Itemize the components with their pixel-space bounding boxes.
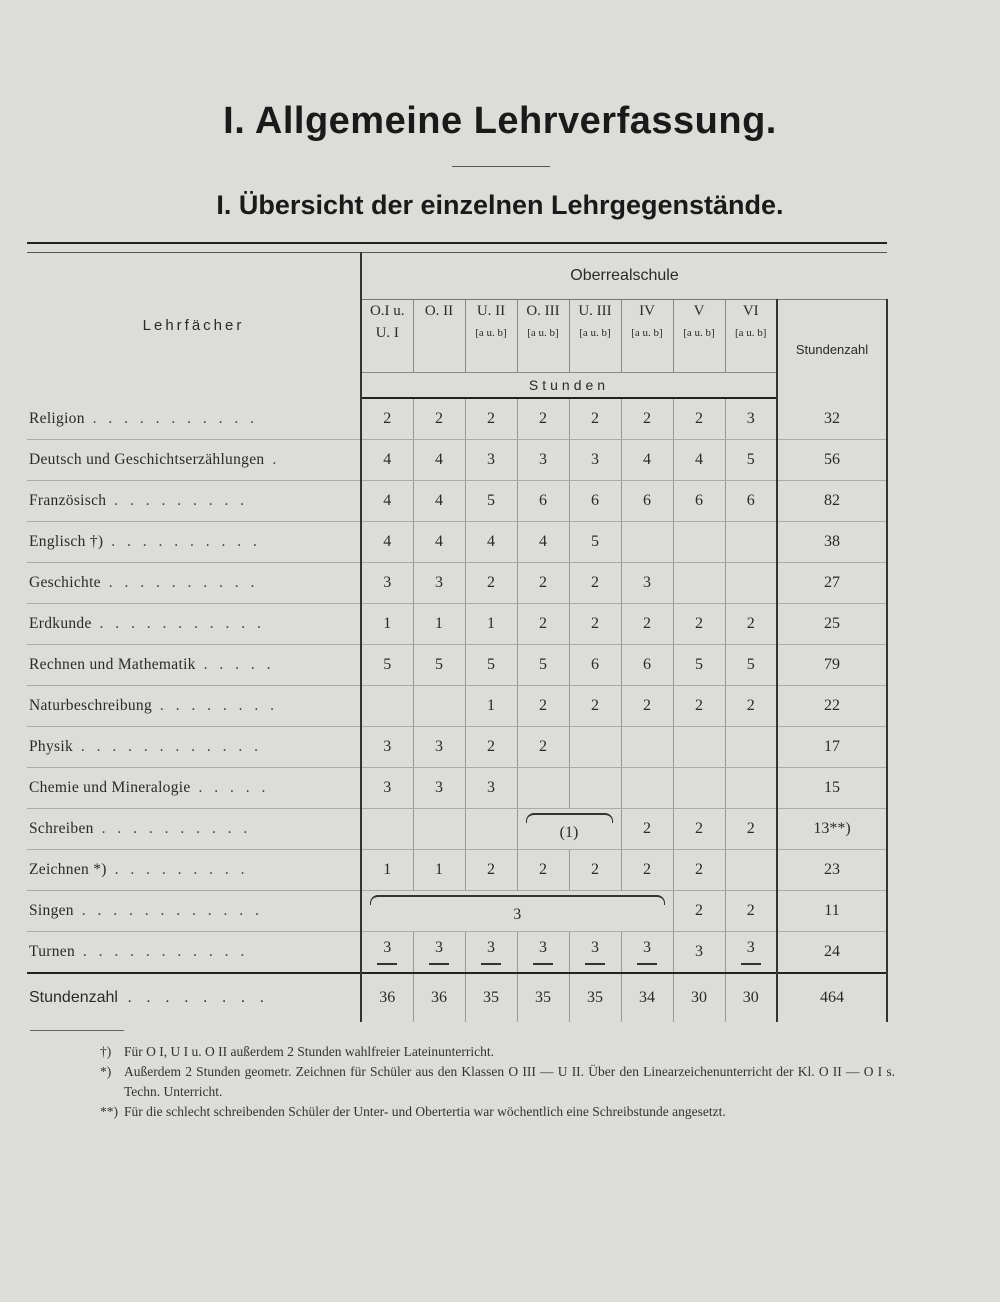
class-header: O.I u. U. I (361, 300, 413, 373)
brace-bracket (370, 895, 665, 905)
total-cell: 23 (777, 850, 887, 891)
class-header: V [a u. b] (673, 300, 725, 373)
subject-column-header: Lehrfächer (27, 253, 361, 399)
total-hours-header: Stundenzahl (777, 300, 887, 399)
hours-cell: 2 (465, 727, 517, 768)
merged-hours-cell: 3 (361, 891, 673, 932)
hours-cell (725, 850, 777, 891)
sum-cell: 36 (361, 973, 413, 1022)
hours-cell: 2 (413, 398, 465, 440)
subject-cell: Physik . . . . . . . . . . . . (27, 727, 361, 768)
hours-unit-header: Stunden (361, 373, 777, 399)
total-cell: 11 (777, 891, 887, 932)
hours-cell: 4 (413, 522, 465, 563)
table-row (27, 768, 887, 809)
hours-cell: 2 (621, 604, 673, 645)
hours-cell: 5 (465, 645, 517, 686)
class-header: U. III [a u. b] (569, 300, 621, 373)
total-cell: 13**) (777, 809, 887, 850)
hours-cell (673, 522, 725, 563)
total-cell: 17 (777, 727, 887, 768)
hours-cell: 4 (517, 522, 569, 563)
hours-cell: 4 (361, 440, 413, 481)
hours-cell (621, 727, 673, 768)
sum-cell: 30 (725, 973, 777, 1022)
table-row (27, 604, 887, 645)
sum-cell: 30 (673, 973, 725, 1022)
table-row (27, 686, 887, 727)
hours-cell: 3 (673, 932, 725, 974)
hours-cell: 3 (569, 932, 621, 974)
hours-cell: 2 (569, 850, 621, 891)
class-header: IV [a u. b] (621, 300, 673, 373)
hours-cell: 2 (673, 604, 725, 645)
hours-cell (361, 686, 413, 727)
hours-cell: 2 (517, 727, 569, 768)
table-row (27, 891, 887, 932)
sum-cell: 35 (517, 973, 569, 1022)
footnote: **) Für die schlecht schreibenden Schüler der Unter- und Obertertia war wöchentlich eine Schreibstunde angesetzt. (100, 1104, 726, 1119)
subject-cell: Französisch . . . . . . . . . (27, 481, 361, 522)
hours-cell (725, 522, 777, 563)
footnotes (100, 1042, 895, 1122)
page-subtitle: I. Übersicht der einzelnen Lehrgegenstände. (216, 190, 784, 220)
subject-cell: Deutsch und Geschichtserzählungen . (27, 440, 361, 481)
hours-cell: 1 (465, 604, 517, 645)
subject-cell: Chemie und Mineralogie . . . . . (27, 768, 361, 809)
hours-cell: 2 (673, 398, 725, 440)
hours-cell: 6 (621, 645, 673, 686)
hours-cell: 3 (465, 932, 517, 974)
hours-cell: 3 (361, 563, 413, 604)
class-header: U. II [a u. b] (465, 300, 517, 373)
hours-cell (621, 522, 673, 563)
subject-cell: Turnen . . . . . . . . . . . (27, 932, 361, 974)
hours-cell: 2 (725, 891, 777, 932)
table-row (27, 850, 887, 891)
hours-cell: 3 (725, 932, 777, 974)
hours-cell (673, 768, 725, 809)
hours-cell: 2 (517, 850, 569, 891)
hours-cell: 3 (361, 727, 413, 768)
hours-cell: 2 (569, 563, 621, 604)
hours-cell: 6 (725, 481, 777, 522)
hours-cell: 5 (569, 522, 621, 563)
hours-cell: 3 (517, 932, 569, 974)
hours-cell: 5 (673, 645, 725, 686)
hours-cell (413, 686, 465, 727)
subject-cell: Schreiben . . . . . . . . . . (27, 809, 361, 850)
merged-hours-cell: (1) (517, 809, 621, 850)
table-row (27, 645, 887, 686)
hours-cell: 3 (517, 440, 569, 481)
hours-cell: 2 (673, 686, 725, 727)
hours-cell: 5 (725, 645, 777, 686)
hours-cell: 2 (673, 809, 725, 850)
school-type-header: Oberrealschule (361, 253, 887, 300)
hours-cell: 3 (361, 768, 413, 809)
hours-cell: 2 (673, 891, 725, 932)
hours-cell: 2 (569, 686, 621, 727)
hours-cell: 3 (621, 932, 673, 974)
table-row (27, 481, 887, 522)
hours-cell (569, 768, 621, 809)
hours-cell (569, 727, 621, 768)
hours-cell: 3 (413, 727, 465, 768)
hours-cell (725, 727, 777, 768)
hours-cell: 4 (465, 522, 517, 563)
hours-cell: 2 (569, 398, 621, 440)
hours-cell: 2 (725, 686, 777, 727)
hours-cell (413, 809, 465, 850)
hours-cell: 1 (361, 604, 413, 645)
hours-cell: 2 (361, 398, 413, 440)
class-header: O. II (413, 300, 465, 373)
hours-cell: 1 (361, 850, 413, 891)
hours-cell: 2 (517, 563, 569, 604)
total-cell: 25 (777, 604, 887, 645)
hours-cell (517, 768, 569, 809)
hours-cell: 2 (465, 398, 517, 440)
hours-cell: 5 (413, 645, 465, 686)
grand-total-cell: 464 (777, 973, 887, 1022)
total-cell: 79 (777, 645, 887, 686)
hours-cell: 4 (361, 481, 413, 522)
hours-cell: 6 (621, 481, 673, 522)
hours-cell: 6 (569, 645, 621, 686)
hours-cell: 3 (413, 932, 465, 974)
total-cell: 15 (777, 768, 887, 809)
hours-cell: 3 (725, 398, 777, 440)
total-cell: 56 (777, 440, 887, 481)
brace-bracket (526, 813, 613, 823)
hours-cell: 2 (621, 398, 673, 440)
table-row (27, 727, 887, 768)
hours-cell: 1 (465, 686, 517, 727)
table-row (27, 563, 887, 604)
footnote: †) Für O I, U I u. O II außerdem 2 Stunden wahlfreier Lateinunterricht. (100, 1044, 495, 1059)
hours-cell: 4 (413, 481, 465, 522)
footnote-divider (30, 1030, 124, 1031)
hours-cell: 5 (361, 645, 413, 686)
hours-cell: 4 (361, 522, 413, 563)
hours-cell: 2 (725, 809, 777, 850)
subject-cell: Erdkunde . . . . . . . . . . . (27, 604, 361, 645)
sum-label: Stundenzahl . . . . . . . . (27, 973, 361, 1022)
subject-cell: Singen . . . . . . . . . . . . (27, 891, 361, 932)
hours-cell: 4 (621, 440, 673, 481)
hours-cell: 2 (517, 398, 569, 440)
hours-cell: 3 (569, 440, 621, 481)
subject-cell: Naturbeschreibung . . . . . . . . (27, 686, 361, 727)
subject-cell: Geschichte . . . . . . . . . . (27, 563, 361, 604)
hours-cell: 5 (465, 481, 517, 522)
hours-cell: 5 (517, 645, 569, 686)
hours-cell: 2 (465, 850, 517, 891)
hours-cell (673, 727, 725, 768)
hours-cell (361, 809, 413, 850)
subject-cell: Englisch †) . . . . . . . . . . (27, 522, 361, 563)
total-cell: 38 (777, 522, 887, 563)
title-divider (452, 166, 550, 167)
class-header: O. III [a u. b] (517, 300, 569, 373)
subject-cell: Rechnen und Mathematik . . . . . (27, 645, 361, 686)
table-row (27, 398, 887, 440)
hours-cell: 4 (673, 440, 725, 481)
hours-cell (465, 809, 517, 850)
total-cell: 22 (777, 686, 887, 727)
hours-cell: 1 (413, 850, 465, 891)
hours-cell: 3 (413, 563, 465, 604)
hours-cell: 6 (517, 481, 569, 522)
table-top-rule (27, 243, 887, 253)
hours-cell (725, 563, 777, 604)
hours-cell: 2 (621, 850, 673, 891)
total-cell: 27 (777, 563, 887, 604)
sum-row (27, 973, 887, 1022)
table-row (27, 809, 887, 850)
hours-cell: 3 (621, 563, 673, 604)
hours-cell (621, 768, 673, 809)
footnote: *) Außerdem 2 Stunden geometr. Zeichnen für Schüler aus den Klassen O III — U II. Über den Linearzeichenunterricht der Kl. O II — O I s. Techn. Unterricht. (100, 1064, 895, 1099)
total-cell: 24 (777, 932, 887, 974)
page-title: I. Allgemeine Lehrverfassung. (223, 100, 777, 142)
table-row (27, 932, 887, 974)
hours-cell: 1 (413, 604, 465, 645)
hours-cell: 2 (621, 686, 673, 727)
hours-cell (725, 768, 777, 809)
sum-cell: 35 (569, 973, 621, 1022)
hours-cell: 2 (621, 809, 673, 850)
hours-cell: 3 (465, 768, 517, 809)
subject-cell: Zeichnen *) . . . . . . . . . (27, 850, 361, 891)
class-header: VI [a u. b] (725, 300, 777, 373)
total-cell: 32 (777, 398, 887, 440)
curriculum-table (27, 242, 887, 1022)
hours-cell: 3 (465, 440, 517, 481)
sum-cell: 35 (465, 973, 517, 1022)
subject-cell: Religion . . . . . . . . . . . (27, 398, 361, 440)
hours-cell: 2 (673, 850, 725, 891)
total-cell: 82 (777, 481, 887, 522)
hours-cell: 5 (725, 440, 777, 481)
hours-cell: 3 (361, 932, 413, 974)
hours-cell: 2 (465, 563, 517, 604)
hours-cell: 2 (569, 604, 621, 645)
hours-cell: 6 (673, 481, 725, 522)
hours-cell: 3 (413, 768, 465, 809)
hours-cell (673, 563, 725, 604)
sum-cell: 36 (413, 973, 465, 1022)
table-row (27, 522, 887, 563)
hours-cell: 4 (413, 440, 465, 481)
hours-cell: 6 (569, 481, 621, 522)
table-row (27, 440, 887, 481)
hours-cell: 2 (725, 604, 777, 645)
hours-cell: 2 (517, 604, 569, 645)
sum-cell: 34 (621, 973, 673, 1022)
hours-cell: 2 (517, 686, 569, 727)
